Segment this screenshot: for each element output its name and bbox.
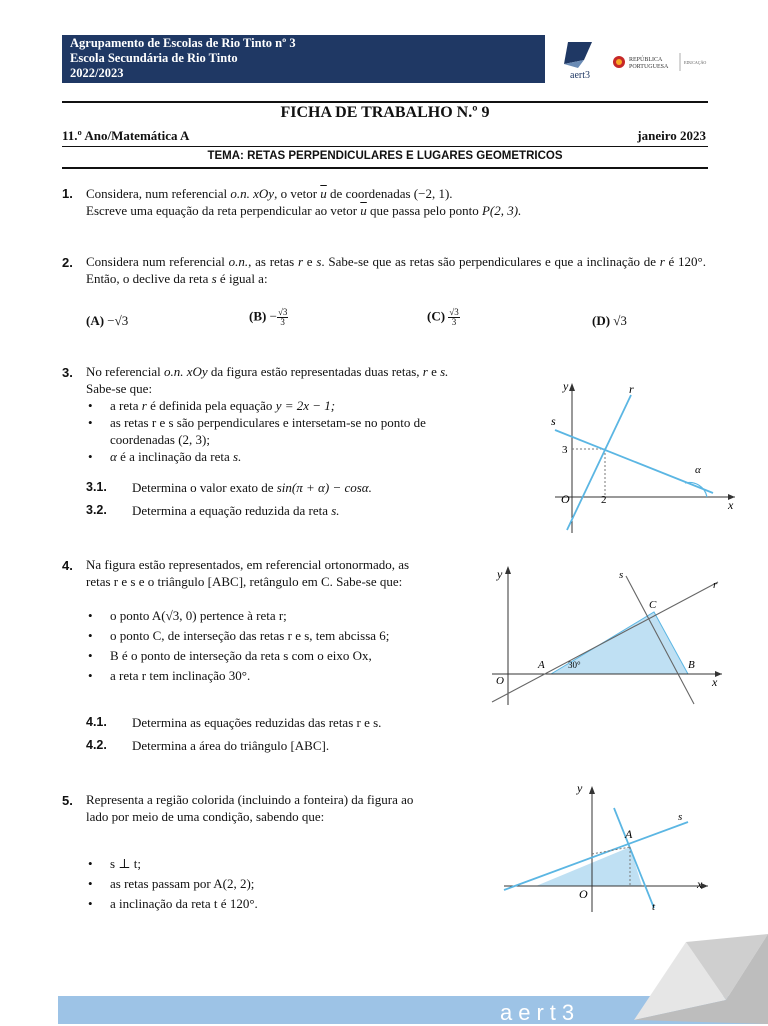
option-d[interactable]: (D) √3: [592, 313, 627, 328]
subquestion-4-2-number: 4.2.: [86, 738, 107, 752]
svg-text:A: A: [625, 827, 633, 841]
question-4-number: 4.: [62, 558, 73, 573]
school-header: [62, 35, 545, 83]
svg-text:s: s: [678, 811, 683, 823]
q5-bullet-1: • s ⊥ t;: [86, 855, 466, 872]
svg-text:t: t: [652, 901, 656, 913]
svg-text:O: O: [496, 675, 504, 687]
svg-text:y: y: [563, 379, 569, 393]
option-c[interactable]: (C) $\frac{√3}{3}$: [427, 307, 459, 327]
question-1-number: 1.: [62, 186, 73, 201]
question-2-number: 2.: [62, 255, 73, 270]
subquestion-4-2: Determina a área do triângulo [ABC].: [132, 738, 330, 753]
svg-text:x: x: [697, 877, 703, 891]
subquestion-3-1: Determina o valor exato de sin(π + α) − cosα.: [132, 480, 372, 495]
top-rule: [62, 101, 708, 103]
svg-text:r: r: [713, 579, 718, 591]
figure-q4: [488, 562, 728, 707]
svg-text:s: s: [551, 414, 556, 428]
option-a[interactable]: (A) −√3: [86, 313, 129, 328]
q5-bullets: [86, 855, 466, 912]
aert3-logo: [560, 36, 600, 82]
q5-bullet-2: • as retas passam por A(2, 2);: [86, 875, 466, 892]
svg-text:α: α: [695, 464, 701, 476]
q4-bullet-3: • B é o ponto de interseção da reta s com o eixo Ox,: [86, 647, 466, 664]
svg-text:B: B: [688, 659, 695, 671]
subquestion-4-1: Determina as equações reduzidas das retas r e s.: [132, 715, 382, 730]
q4-bullets: [86, 607, 466, 684]
q4-bullet-4: • a reta r tem inclinação 30°.: [86, 667, 466, 684]
q3-bullet-1: • a reta r é definida pela equação y = 2x − 1;: [86, 397, 461, 414]
q3-bullet-3: • α é a inclinação da reta s.: [86, 448, 461, 465]
question-5-number: 5.: [62, 793, 73, 808]
svg-text:PORTUGUESA: PORTUGUESA: [629, 64, 669, 70]
question-1: Considera, num referencial o.n. xOy, o vetor $\overline{u}$ de coordenadas (−2, 1). Escreve uma equação da reta perpendicular ao vetor $\overline{u}$ que passa pelo ponto P(2, 3).: [86, 186, 522, 218]
subquestion-4-1-number: 4.1.: [86, 715, 107, 729]
svg-text:C: C: [649, 599, 657, 611]
svg-text:3: 3: [562, 444, 568, 456]
theme-label: TEMA: RETAS PERPENDICULARES E LUGARES GEOMETRICOS: [207, 150, 563, 162]
svg-text:A: A: [538, 659, 545, 671]
question-3-number: 3.: [62, 365, 73, 380]
footer-brand: aert3: [500, 1000, 581, 1025]
question-5: Representa a região colorida (incluindo a fonteira) da figura ao lado por meio de uma condição, sabendo que:: [86, 792, 414, 824]
svg-text:O: O: [579, 887, 588, 901]
figure-q5: [500, 780, 715, 915]
svg-text:y: y: [497, 567, 503, 581]
school-subname: Escola Secundária de Rio Tinto: [70, 51, 238, 65]
q4-bullet-1: • o ponto A(√3, 0) pertence à reta r;: [86, 607, 466, 624]
svg-text:x: x: [712, 675, 718, 689]
option-b[interactable]: (B) − $\frac{√3}{3}$: [249, 307, 288, 327]
question-2: Considera num referencial o.n., as retas r e s. Sabe-se que as retas são perpendiculares e que a inclinação de r é 120°. Então, o declive da reta s é igual a:: [86, 254, 707, 286]
school-name: Agrupamento de Escolas de Rio Tinto nº 3: [70, 36, 296, 50]
svg-text:EDUCAÇÃO: EDUCAÇÃO: [684, 60, 707, 65]
q4-bullet-2: • o ponto C, de interseção das retas r e s, tem abcissa 6;: [86, 627, 466, 644]
svg-text:O: O: [561, 492, 570, 506]
q3-bullet-2: • as retas r e s são perpendiculares e intersetam-se no ponto de coordenadas (2, 3);: [86, 414, 461, 448]
svg-text:s: s: [619, 569, 624, 581]
svg-text:2: 2: [601, 494, 607, 506]
date-label: janeiro 2023: [637, 128, 706, 143]
question-3: No referencial o.n. xOy da figura estão representadas duas retas, r e s. Sabe-se que: • a reta r é definida pela equação y = 2x − 1; • as retas r e s são perpendiculares e intersetam-se no ponto de coordenadas (2, 3); • α é a inclinação da reta s.: [86, 363, 526, 465]
grade-label: 11.º Ano/Matemática A: [62, 128, 190, 143]
svg-text:REPÚBLICA: REPÚBLICA: [629, 57, 663, 63]
logo-text: aert3: [570, 70, 590, 81]
question-4: Na figura estão representados, em referencial ortonormado, as retas r e s e o triângulo [ABC], retângulo em C. Sabe-se que:: [86, 557, 410, 589]
footer-logo-mark: [626, 930, 768, 1024]
page-title: FICHA DE TRABALHO N.º 9: [280, 104, 490, 121]
svg-text:y: y: [577, 781, 583, 795]
subquestion-3-2: Determina a equação reduzida da reta s.: [132, 503, 340, 518]
subquestion-3-2-number: 3.2.: [86, 503, 107, 517]
theme-rule: [62, 167, 708, 169]
q5-bullet-3: • a inclinação da reta t é 120°.: [86, 895, 466, 912]
svg-text:30°: 30°: [568, 660, 581, 670]
mid-rule: [62, 146, 708, 147]
figure-q3: [545, 375, 740, 535]
subquestion-3-1-number: 3.1.: [86, 480, 107, 494]
school-year: 2022/2023: [70, 66, 124, 80]
republica-logo: [612, 50, 712, 74]
svg-text:r: r: [629, 382, 634, 396]
svg-text:x: x: [728, 498, 734, 512]
